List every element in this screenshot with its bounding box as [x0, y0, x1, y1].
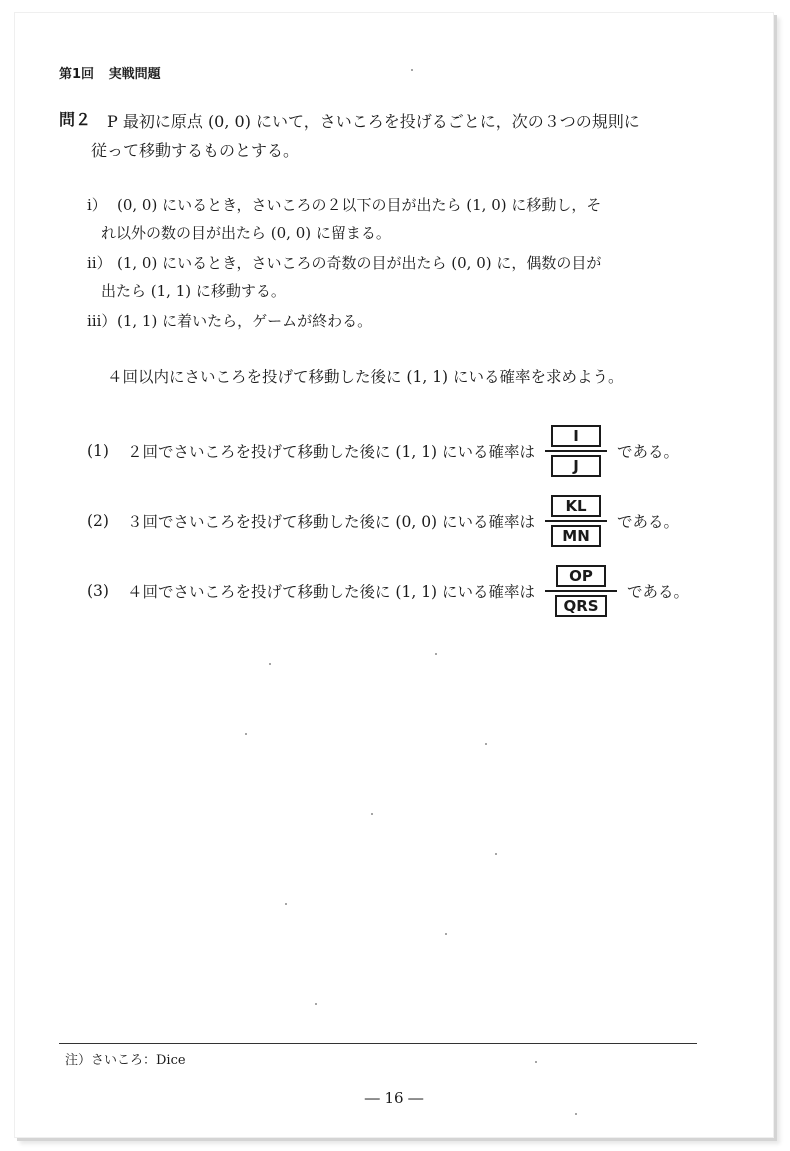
problem-number: (1): [87, 442, 109, 460]
problem-suffix: である。: [617, 443, 680, 461]
rule-number: ⅲ）: [87, 312, 117, 330]
rule-line: れ以外の数の目が出たら (0, 0) に留まる。: [101, 224, 391, 242]
section-label: 第1回: [59, 67, 95, 82]
rule-line: 出たら (1, 1) に移動する。: [101, 282, 286, 300]
rule-number: ⅱ）: [87, 254, 112, 272]
problem-text: ４回でさいころを投げて移動した後に (1, 1) にいる確率は: [127, 583, 536, 601]
rule-line: (0, 0) にいるとき，さいころの２以下の目が出たら (1, 0) に移動し，そ: [117, 196, 602, 214]
rule-line: (1, 0) にいるとき，さいころの奇数の目が出たら (0, 0) に，偶数の目が: [117, 254, 602, 272]
rule-line: (1, 1) に着いたら，ゲームが終わる。: [117, 312, 373, 330]
scan-speck: [269, 663, 271, 665]
scan-speck: [445, 933, 447, 935]
problem-suffix: である。: [627, 583, 690, 601]
problem-number: (3): [87, 582, 109, 600]
rule-number: ⅰ）: [87, 196, 107, 214]
numerator-box[interactable]: I: [551, 425, 601, 447]
numerator-box[interactable]: KL: [551, 495, 601, 517]
scan-speck: [435, 653, 437, 655]
problem-1: [87, 425, 679, 477]
question-text: [91, 107, 707, 165]
scan-speck: [485, 743, 487, 745]
footnote: 注）さいころ：Dice: [65, 1053, 186, 1068]
answer-fraction: [545, 565, 617, 617]
fraction-bar: [545, 450, 607, 452]
scan-speck: [245, 733, 247, 735]
page-header: [59, 63, 171, 82]
denominator-box[interactable]: J: [551, 455, 601, 477]
problem-text: ３回でさいころを投げて移動した後に (0, 0) にいる確率は: [127, 513, 536, 531]
problem-2: [87, 495, 679, 547]
section-title: 実戦問題: [108, 67, 161, 82]
problem-text: ２回でさいころを投げて移動した後に (1, 1) にいる確率は: [127, 443, 536, 461]
scan-speck: [495, 853, 497, 855]
scan-speck: [411, 69, 413, 71]
exam-page: [14, 12, 774, 1138]
fraction-bar: [545, 520, 607, 522]
scan-speck: [285, 903, 287, 905]
question-line-1: P 最初に原点 (0, 0) にいて，さいころを投げるごとに，次の３つの規則に: [107, 112, 640, 131]
scan-speck: [315, 1003, 317, 1005]
question-line-2: 従って移動するものとする。: [91, 141, 300, 160]
instruction-text: ４回以内にさいころを投げて移動した後に (1, 1) にいる確率を求めよう。: [107, 368, 624, 386]
question-label: 問２: [59, 110, 92, 129]
scan-speck: [371, 813, 373, 815]
answer-fraction: [545, 425, 607, 477]
scan-speck: [535, 1061, 537, 1063]
page-number: ― 16 ―: [364, 1089, 424, 1107]
footnote-divider: [59, 1043, 697, 1044]
fraction-bar: [545, 590, 617, 592]
denominator-box[interactable]: QRS: [555, 595, 606, 617]
rule-3: [87, 307, 372, 335]
problem-suffix: である。: [617, 513, 680, 531]
rule-1: [87, 191, 601, 247]
numerator-box[interactable]: OP: [556, 565, 606, 587]
denominator-box[interactable]: MN: [551, 525, 601, 547]
problem-number: (2): [87, 512, 109, 530]
scan-speck: [575, 1113, 577, 1115]
problem-3: [87, 565, 689, 617]
rule-2: [87, 249, 601, 305]
answer-fraction: [545, 495, 607, 547]
